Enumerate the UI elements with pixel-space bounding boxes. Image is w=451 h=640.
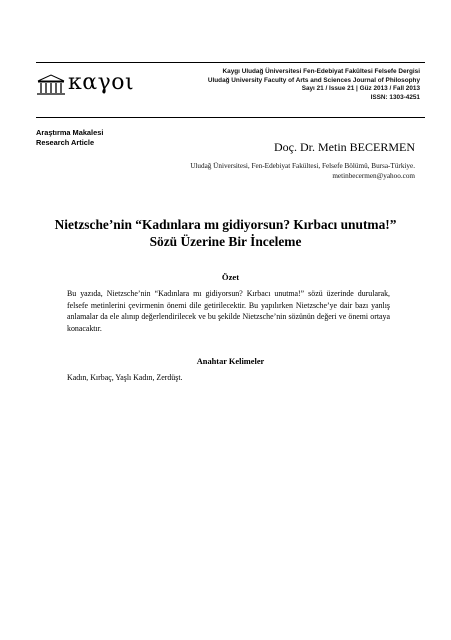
article-title-line2: Sözü Üzerine Bir İnceleme: [149, 234, 302, 249]
article-title-line1: Nietzsche’nin “Kadınlara mı gidiyorsun? Kırbacı unutma!”: [54, 217, 397, 232]
journal-issue: Sayı 21 / Issue 21 | Güz 2013 / Fall 2013: [301, 85, 420, 93]
article-title: [30, 216, 421, 250]
author-email: metinbecermen@yahoo.com: [332, 171, 415, 180]
article-type-en: Research Article: [36, 138, 95, 147]
author-affiliation: Uludağ Üniversitesi, Fen-Edebiyat Fakültesi, Felsefe Bölümü, Bursa-Türkiye.: [190, 162, 415, 170]
abstract-heading: Özet: [221, 272, 240, 282]
journal-name-en: Uludağ University Faculty of Arts and Sciences Journal of Philosophy: [207, 76, 420, 84]
abstract-text: Bu yazıda, Nietzsche’nin “Kadınlara mı gidiyorsun? Kırbacı unutma!” sözü üzerinde durularak, felsefe metinlerini çevirmenin önemi dile getirilecektir. Bu yapılırken Nietzsche’ye dair bazı yanlış anlamalar da ele alınıp değerlendirilecek ve bu şekilde Nietzsche’nin sözünün değeri ve önemi ortaya konacaktır.: [67, 289, 390, 333]
journal-name-tr: Kaygı Uludağ Üniversitesi Fen-Edebiyat Fakültesi Felsefe Dergisi: [222, 68, 420, 75]
keywords-heading: Anahtar Kelimeler: [196, 357, 265, 366]
article-type-tr: Araştırma Makalesi: [36, 128, 104, 137]
author-affiliation-block: [190, 162, 415, 181]
article-type: [36, 128, 103, 148]
logo-wordmark: καγοι: [68, 70, 135, 95]
temple-icon: [36, 74, 66, 96]
author-name: Doç. Dr. Metin BECERMEN: [274, 140, 415, 154]
journal-info: [160, 68, 420, 102]
keywords-text: Kadın, Kırbaç, Yaşlı Kadın, Zerdüşt.: [67, 373, 183, 382]
journal-issn: ISSN: 1303-4251: [370, 93, 420, 101]
